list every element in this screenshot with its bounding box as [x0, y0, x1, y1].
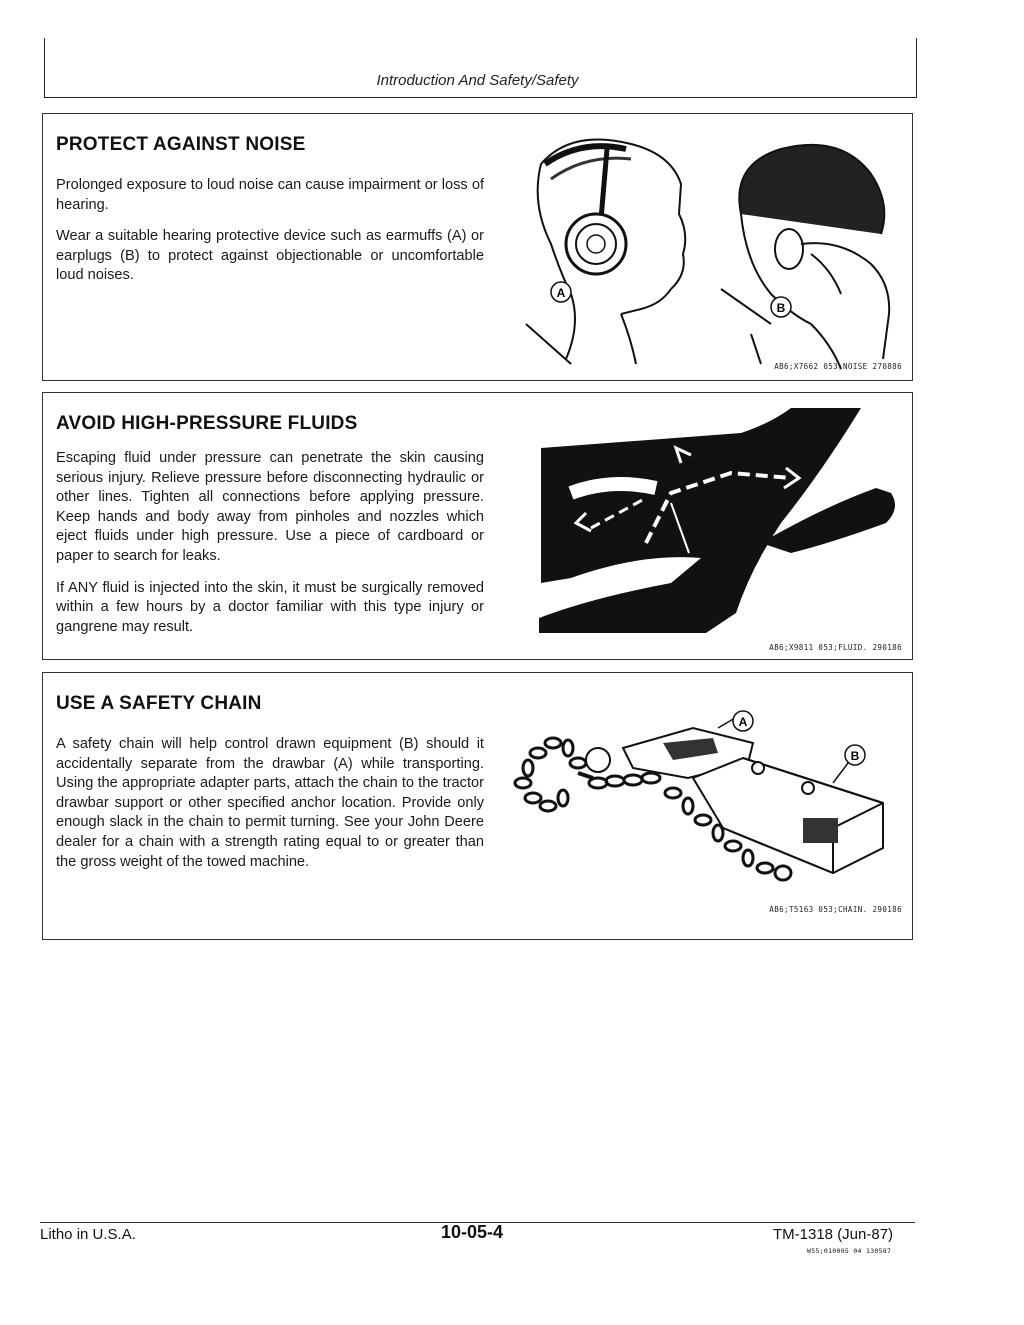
figure-code: AB6;X7662 053;NOISE 270886 — [774, 362, 902, 371]
section-protect-against-noise — [42, 113, 913, 381]
section-body — [56, 449, 484, 649]
paragraph: If ANY fluid is injected into the skin, it must be surgically removed within a few hours by a doctor familiar with this type injury or gangrene may result. — [56, 579, 484, 635]
section-title: PROTECT AGAINST NOISE — [56, 134, 306, 155]
document-id: TM-1318 (Jun-87) — [773, 1226, 894, 1243]
footer-code: W55;010005 04 130587 — [807, 1247, 892, 1255]
figure-code: AB6;T5163 053;CHAIN. 290186 — [769, 905, 902, 914]
running-title: Introduction And Safety/Safety — [376, 72, 579, 89]
header-rule — [44, 97, 917, 98]
section-body — [56, 735, 484, 884]
section-use-a-safety-chain — [42, 672, 913, 940]
figure-code: AB6;X9811 053;FLUID. 290186 — [769, 643, 902, 652]
label-a: A — [738, 715, 748, 729]
section-title: USE A SAFETY CHAIN — [56, 693, 262, 714]
label-a: A — [556, 286, 566, 300]
section-body — [56, 176, 484, 298]
page-number: 10-05-4 — [441, 1222, 504, 1242]
footer-litho: Litho in U.S.A. — [40, 1226, 136, 1243]
paragraph: Wear a suitable hearing protective device such as earmuffs (A) or earplugs (B) to protect against objectionable or uncomfortable loud noises. — [56, 228, 484, 284]
fluid-injection-illustration — [531, 403, 901, 638]
safety-chain-illustration — [503, 698, 903, 903]
paragraph: Prolonged exposure to loud noise can cause impairment or loss of hearing. — [56, 177, 484, 213]
hearing-protection-illustration — [511, 124, 906, 374]
header-right-rule — [916, 38, 917, 98]
paragraph: Escaping fluid under pressure can penetrate the skin causing serious injury. Relieve pressure before disconnecting hydraulic or other lines. Tighten all connections before applying pressure. Keep hands and body away from pinholes and nozzles which eject fluids under high pressure. Use a piece of cardboard or paper to search for leaks. — [56, 450, 484, 564]
section-title: AVOID HIGH-PRESSURE FLUIDS — [56, 413, 358, 434]
label-b: B — [776, 301, 786, 315]
header-left-rule — [44, 38, 45, 98]
paragraph: A safety chain will help control drawn equipment (B) should it accidentally separate from the drawbar (A) while transporting. Using the appropriate adapter parts, attach the chain to the tractor drawbar support or other specified anchor location. Provide only enough slack in the chain to permit turning. See your John Deere dealer for a chain with a strength rating equal to or greater than the gross weight of the towed machine. — [56, 736, 484, 870]
label-b: B — [850, 749, 860, 763]
section-avoid-high-pressure-fluids — [42, 392, 913, 660]
